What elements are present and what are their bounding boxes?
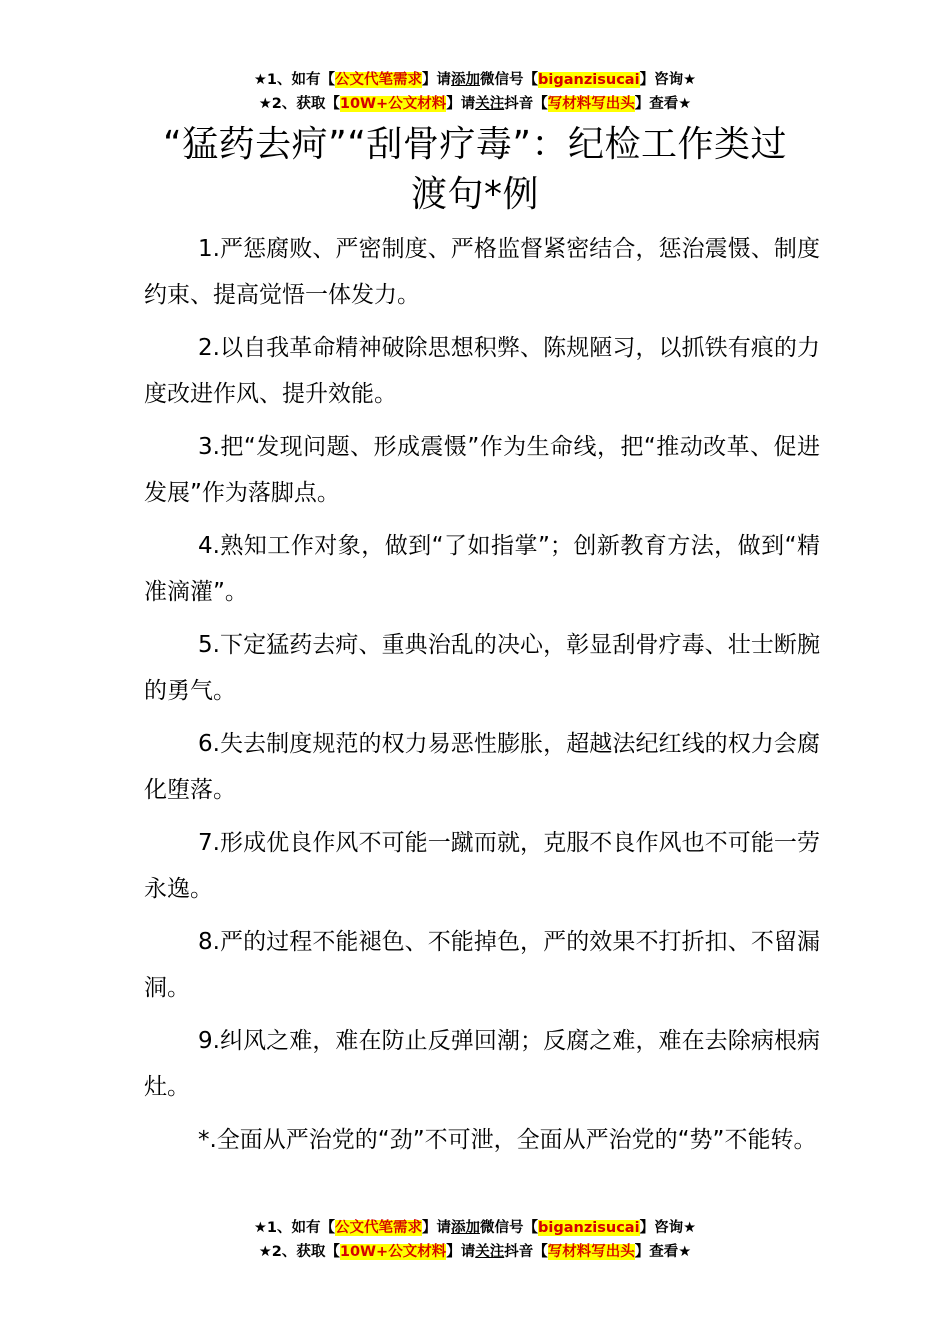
banner-text: ★2、获取【 [258, 96, 340, 112]
banner-underlined-text: 关注 [475, 96, 505, 112]
title-line-2: 渡句*例 [410, 174, 539, 215]
banner-highlight-wechat-id: biganzisucai [538, 72, 640, 88]
header-banner [0, 68, 950, 116]
document-title [130, 120, 820, 220]
banner-highlight-wechat-id: biganzisucai [538, 1220, 640, 1236]
title-line-1: “猛药去疴”“刮骨疗毒”：纪检工作类过 [162, 124, 788, 165]
banner-highlight-douyin: 写材料写出头 [547, 96, 635, 112]
banner-text: 】咨询★ [639, 1220, 697, 1236]
banner-line-2 [0, 1240, 950, 1264]
banner-text: 微信号【 [480, 72, 539, 88]
banner-text: 抖音【 [504, 1244, 548, 1260]
banner-highlight-materials: 10W+公文材料 [339, 96, 447, 112]
paragraph-3: 3.把“发现问题、形成震慑”作为生命线，把“推动改革、促进发展”作为落脚点。 [144, 434, 820, 506]
banner-text: 】查看★ [634, 1244, 692, 1260]
banner-text: ★1、如有【 [253, 72, 336, 88]
paragraph-2: 2.以自我革命精神破除思想积弊、陈规陋习，以抓铁有痕的力度改进作风、提升效能。 [144, 335, 820, 407]
banner-text: 】查看★ [634, 96, 692, 112]
banner-text: 】请 [422, 1220, 452, 1236]
paragraph-4: 4.熟知工作对象，做到“了如指掌”；创新教育方法，做到“精准滴灌”。 [144, 533, 820, 605]
banner-text: 抖音【 [504, 96, 548, 112]
paragraph-1: 1.严惩腐败、严密制度、严格监督紧密结合，惩治震慑、制度约束、提高觉悟一体发力。 [144, 236, 820, 308]
banner-text: 】咨询★ [639, 72, 697, 88]
banner-text: 】请 [422, 72, 452, 88]
banner-underlined-text: 添加 [451, 1220, 481, 1236]
banner-underlined-text: 关注 [475, 1244, 505, 1260]
banner-highlight-service: 公文代笔需求 [335, 1220, 423, 1236]
banner-highlight-douyin: 写材料写出头 [547, 1244, 635, 1260]
banner-line-2 [0, 92, 950, 116]
banner-highlight-materials: 10W+公文材料 [339, 1244, 447, 1260]
banner-text: 微信号【 [480, 1220, 539, 1236]
paragraph-6: 6.失去制度规范的权力易恶性膨胀，超越法纪红线的权力会腐化堕落。 [144, 731, 820, 803]
banner-line-1 [0, 68, 950, 92]
paragraph-5: 5.下定猛药去疴、重典治乱的决心，彰显刮骨疗毒、壮士断腕的勇气。 [144, 632, 820, 704]
paragraph-7: 7.形成优良作风不可能一蹴而就，克服不良作风也不可能一劳永逸。 [144, 830, 820, 902]
banner-underlined-text: 添加 [451, 72, 481, 88]
footer-banner [0, 1216, 950, 1264]
paragraph-10: *.全面从严治党的“劲”不可泄，全面从严治党的“势”不能转。 [198, 1127, 817, 1153]
banner-line-1 [0, 1216, 950, 1240]
banner-text: 】请 [446, 96, 476, 112]
paragraph-9: 9.纠风之难，难在防止反弹回潮；反腐之难，难在去除病根病灶。 [144, 1028, 820, 1100]
banner-highlight-service: 公文代笔需求 [335, 72, 423, 88]
paragraph-8: 8.严的过程不能褪色、不能掉色，严的效果不打折扣、不留漏洞。 [144, 929, 820, 1001]
banner-text: ★1、如有【 [253, 1220, 336, 1236]
banner-text: 】请 [446, 1244, 476, 1260]
banner-text: ★2、获取【 [258, 1244, 340, 1260]
document-body [144, 226, 820, 1170]
